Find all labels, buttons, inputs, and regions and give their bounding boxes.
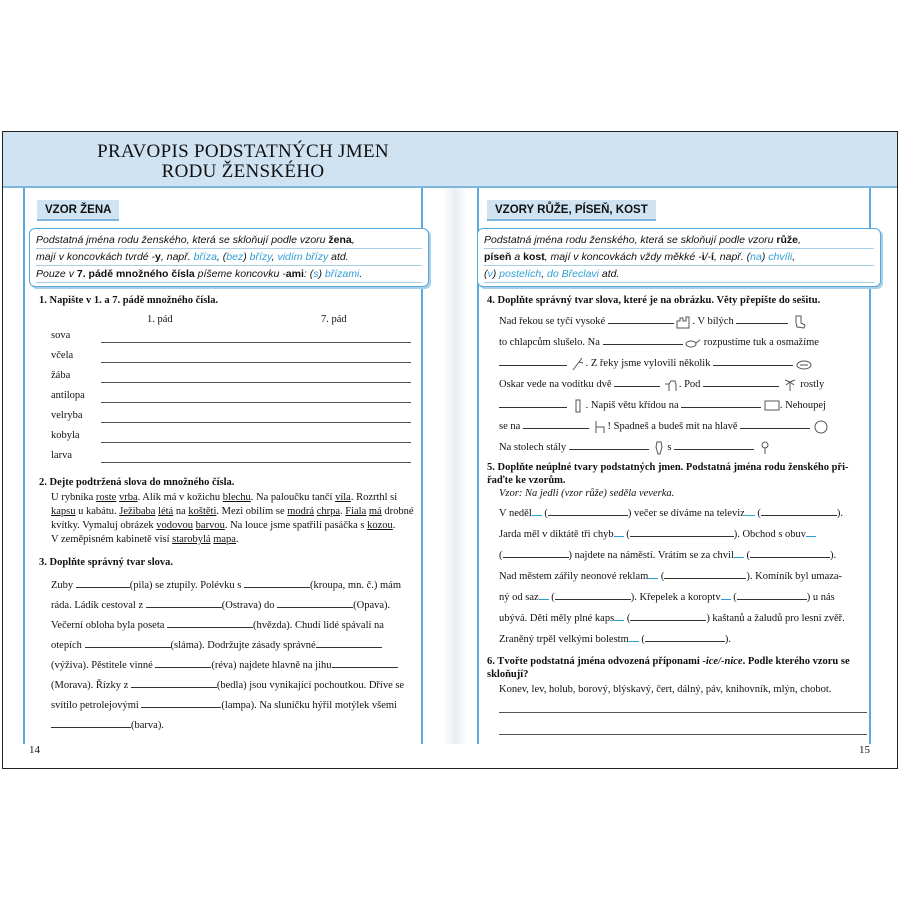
- answer-blank[interactable]: [614, 377, 660, 387]
- exercise-3-line-4: otepích (sláma). Dodržujte zásady správné: [51, 638, 382, 653]
- exercise-1-title: 1. Napište v 1. a 7. pádě množného čísla.: [39, 295, 219, 306]
- answer-blank[interactable]: [703, 377, 779, 387]
- answer-blank[interactable]: [721, 591, 731, 600]
- page-title: [83, 142, 403, 182]
- exercise-5-line-5: ný od saz ( ). Křepelek a koroptv ( ) u nás: [499, 592, 835, 603]
- answer-line-nominative[interactable]: [101, 362, 253, 363]
- answer-line-nominative[interactable]: [101, 462, 253, 463]
- pan-icon: [685, 336, 701, 350]
- title-line-1: PRAVOPIS PODSTATNÝCH JMEN: [97, 141, 389, 162]
- answer-line-instrumental[interactable]: [249, 422, 411, 423]
- exercise-3-line-2: ráda. Ládík cestoval z (Ostrava) do (Opava).: [51, 600, 391, 611]
- answer-line-nominative[interactable]: [101, 382, 253, 383]
- onion-icon: [570, 357, 586, 371]
- exercise-3-title: 3. Doplňte správný tvar slova.: [39, 557, 173, 568]
- exercise-3-line-8: (barva).: [51, 718, 164, 733]
- answer-line-instrumental[interactable]: [249, 442, 411, 443]
- rule-box: [477, 228, 881, 287]
- exercise-6-title: 6. Tvořte podstatná jména odvozená příponami -ice/-nice. Podle kterého vzoru se skloňují?: [487, 656, 850, 680]
- answer-blank[interactable]: [555, 590, 631, 600]
- exercise-4-line-6: se na ! Spadneš a budeš mít na hlavě: [499, 419, 829, 434]
- answer-line-instrumental[interactable]: [249, 382, 411, 383]
- answer-blank[interactable]: [523, 419, 589, 429]
- margin-line: [23, 188, 25, 744]
- exercise-4-line-7: Na stolech stály s: [499, 440, 773, 455]
- exercise-3-line-3: Večerní obloha byla poseta (hvězda). Chudí lidé spávali na: [51, 620, 384, 631]
- answer-line-nominative[interactable]: [101, 442, 253, 443]
- shell-icon: [796, 357, 812, 371]
- row-label: antilopa: [51, 390, 85, 401]
- exercise-5-line-1: V neděl ( ) večer se díváme na televiz ( ).: [499, 508, 844, 519]
- exercise-6-words: Konev, lev, holub, borový, blýskavý, čert, dálný, páv, knihovník, mlýn, chobot.: [499, 684, 832, 695]
- title-band: [3, 132, 897, 188]
- answer-blank[interactable]: [614, 528, 624, 537]
- castle-icon: [676, 315, 692, 329]
- rule-line-2: píseň a kost, mají v koncovkách vždy měkké -i/-í, např. (na) chvíli,: [484, 249, 874, 266]
- face-icon: [813, 420, 829, 434]
- exercise-4-title: 4. Doplňte správný tvar slova, které je na obrázku. Věty přepište do sešitu.: [487, 295, 821, 306]
- section-tag: VZOR ŽENA: [37, 200, 119, 221]
- answer-line-instrumental[interactable]: [249, 402, 411, 403]
- column-head-2: 7. pád: [321, 314, 347, 325]
- exercise-3-line-1: Zuby (pila) se ztupily. Polévku s (kroupa, mn. č.) mám: [51, 580, 401, 591]
- answer-blank[interactable]: [614, 612, 624, 621]
- answer-blank[interactable]: [332, 658, 398, 668]
- exercise-5-line-3: ( ) najdete na náměstí. Vrátím se za chvil ( ).: [499, 550, 837, 561]
- exercise-2-line-2: kapsu u kabátu. Ježibaba létá na koštěti. Mezi obilím se modrá chrpa. Fiala má drobné: [51, 506, 414, 517]
- answer-blank[interactable]: [674, 440, 754, 450]
- answer-blank[interactable]: [750, 548, 830, 558]
- row-label: sova: [51, 330, 71, 341]
- board-icon: [764, 399, 780, 413]
- exercise-5-line-4: Nad městem zářily neonové reklam ( ). Komíník byl umaza-: [499, 571, 843, 582]
- exercise-2-line-1: U rybníka roste vrba. Alík má v kožichu blechu. Na paloučku tančí víla. Rozrthl si: [51, 492, 398, 503]
- answer-blank[interactable]: [745, 507, 755, 516]
- row-label: velryba: [51, 410, 83, 421]
- palm-icon: [782, 378, 798, 392]
- rule-line-2: mají v koncovkách tvrdé -y, např. bříza, (bez) břízy, vidím břízy atd.: [36, 249, 422, 266]
- exercise-4-line-5: . Napiš větu křídou na . Nehoupej: [499, 398, 826, 413]
- exercise-5-title: 5. Doplňte neúplné tvary podstatných jmen. Podstatná jména rodu ženského při- řaďte ke vzorům.: [487, 462, 849, 486]
- page-number-left: 14: [29, 744, 40, 756]
- dog-icon: [663, 378, 679, 392]
- answer-line-nominative[interactable]: [101, 422, 253, 423]
- exercise-5-line-7: Zraněný trpěl velkými bolestm ( ).: [499, 634, 732, 645]
- answer-blank[interactable]: [532, 507, 542, 516]
- exercise-2-line-4: V zeměpisném kabinetě visí starobylá mapa.: [51, 534, 239, 545]
- flower-icon: [757, 441, 773, 455]
- answer-line-instrumental[interactable]: [249, 362, 411, 363]
- title-line-2: RODU ŽENSKÉHO: [161, 161, 325, 182]
- answer-blank[interactable]: [277, 598, 353, 608]
- answer-blank[interactable]: [740, 419, 810, 429]
- answer-blank[interactable]: [664, 569, 746, 579]
- answer-line-instrumental[interactable]: [249, 342, 411, 343]
- answer-line[interactable]: [499, 734, 867, 735]
- exercise-4-line-1: Nad řekou se tyčí vysoké . V bílých: [499, 314, 807, 329]
- answer-blank[interactable]: [499, 356, 567, 366]
- row-label: včela: [51, 350, 74, 361]
- section-tag: VZORY RŮŽE, PÍSEŇ, KOST: [487, 200, 656, 221]
- chair-icon: [592, 420, 608, 434]
- page-number-right: 15: [859, 744, 870, 756]
- rule-line-3: (v) postelích, do Břeclavi atd.: [484, 266, 874, 283]
- answer-blank[interactable]: [569, 440, 649, 450]
- book-gutter: [443, 188, 467, 744]
- answer-blank[interactable]: [131, 678, 217, 688]
- rule-line-1: Podstatná jména rodu ženského, která se skloňují podle vzoru růže,: [484, 232, 874, 249]
- answer-blank[interactable]: [603, 335, 683, 345]
- answer-blank[interactable]: [141, 698, 221, 708]
- answer-blank[interactable]: [629, 633, 639, 642]
- answer-blank[interactable]: [648, 570, 658, 579]
- sock-icon: [791, 315, 807, 329]
- answer-blank[interactable]: [630, 527, 734, 537]
- answer-blank[interactable]: [736, 314, 788, 324]
- answer-blank[interactable]: [737, 590, 807, 600]
- textbook-spread: [2, 131, 898, 769]
- answer-blank[interactable]: [167, 618, 253, 628]
- answer-blank[interactable]: [548, 506, 628, 516]
- exercise-3-line-6: (Morava). Řízky z (bedla) jsou vynikající pochoutkou. Dříve se: [51, 680, 405, 691]
- exercise-5-example: Vzor: Na jedli (vzor růže) seděla veverka.: [499, 488, 675, 499]
- answer-blank[interactable]: [51, 718, 131, 728]
- answer-blank[interactable]: [146, 598, 222, 608]
- answer-line-nominative[interactable]: [101, 402, 253, 403]
- exercise-4-line-4: Oskar vede na vodítku dvě . Pod rostly: [499, 379, 825, 390]
- answer-line-nominative[interactable]: [101, 342, 253, 343]
- vase-icon: [651, 441, 667, 455]
- answer-blank[interactable]: [503, 548, 569, 558]
- rule-line-3: Pouze v 7. pádě množného čísla píšeme koncovku -ami: (s) břízami.: [36, 266, 422, 283]
- exercise-4-line-2: to chlapcům slušelo. Na rozpustíme tuk a osmažíme: [499, 337, 819, 348]
- answer-blank[interactable]: [76, 578, 130, 588]
- answer-blank[interactable]: [713, 356, 793, 366]
- answer-line[interactable]: [499, 712, 867, 713]
- rule-line-1: Podstatná jména rodu ženského, která se skloňují podle vzoru žena,: [36, 232, 422, 249]
- exercise-4-line-3: . Z řeky jsme vylovili několik: [499, 356, 812, 371]
- answer-blank[interactable]: [244, 578, 310, 588]
- exercise-2-title: 2. Dejte podtržená slova do množného čísla.: [39, 477, 235, 488]
- exercise-3-line-5: (výživa). Pěstitele vinné (réva) najdete hlavně na jihu: [51, 658, 398, 673]
- answer-blank[interactable]: [316, 638, 382, 648]
- answer-blank[interactable]: [734, 549, 744, 558]
- answer-blank[interactable]: [645, 632, 725, 642]
- answer-blank[interactable]: [608, 314, 674, 324]
- answer-blank[interactable]: [761, 506, 837, 516]
- exercise-3-line-7: svítilo petrolejovými (lampa). Na sluníčku hýřil motýlek všemi: [51, 700, 397, 711]
- answer-line-instrumental[interactable]: [249, 462, 411, 463]
- answer-blank[interactable]: [85, 638, 171, 648]
- row-label: žába: [51, 370, 71, 381]
- exercise-5-line-6: ubývá. Děti měly plné kaps ( ) kaštanů a žaludů pro lesní zvěř.: [499, 613, 845, 624]
- answer-blank[interactable]: [499, 398, 567, 408]
- row-label: kobyla: [51, 430, 80, 441]
- answer-blank[interactable]: [155, 658, 211, 668]
- row-label: larva: [51, 450, 72, 461]
- rule-box: [29, 228, 429, 287]
- chalk-icon: [570, 399, 586, 413]
- answer-blank[interactable]: [630, 611, 706, 621]
- answer-blank[interactable]: [539, 591, 549, 600]
- column-head-1: 1. pád: [147, 314, 173, 325]
- answer-blank[interactable]: [806, 528, 816, 537]
- exercise-2-line-3: kvítky. Vymaluj obrázek vodovou barvou. Na louce jsme spatřili pasáčka s kozou.: [51, 520, 396, 531]
- exercise-5-line-2: Jarda měl v diktátě tři chyb ( ). Obchod s obuv: [499, 527, 816, 542]
- answer-blank[interactable]: [681, 398, 761, 408]
